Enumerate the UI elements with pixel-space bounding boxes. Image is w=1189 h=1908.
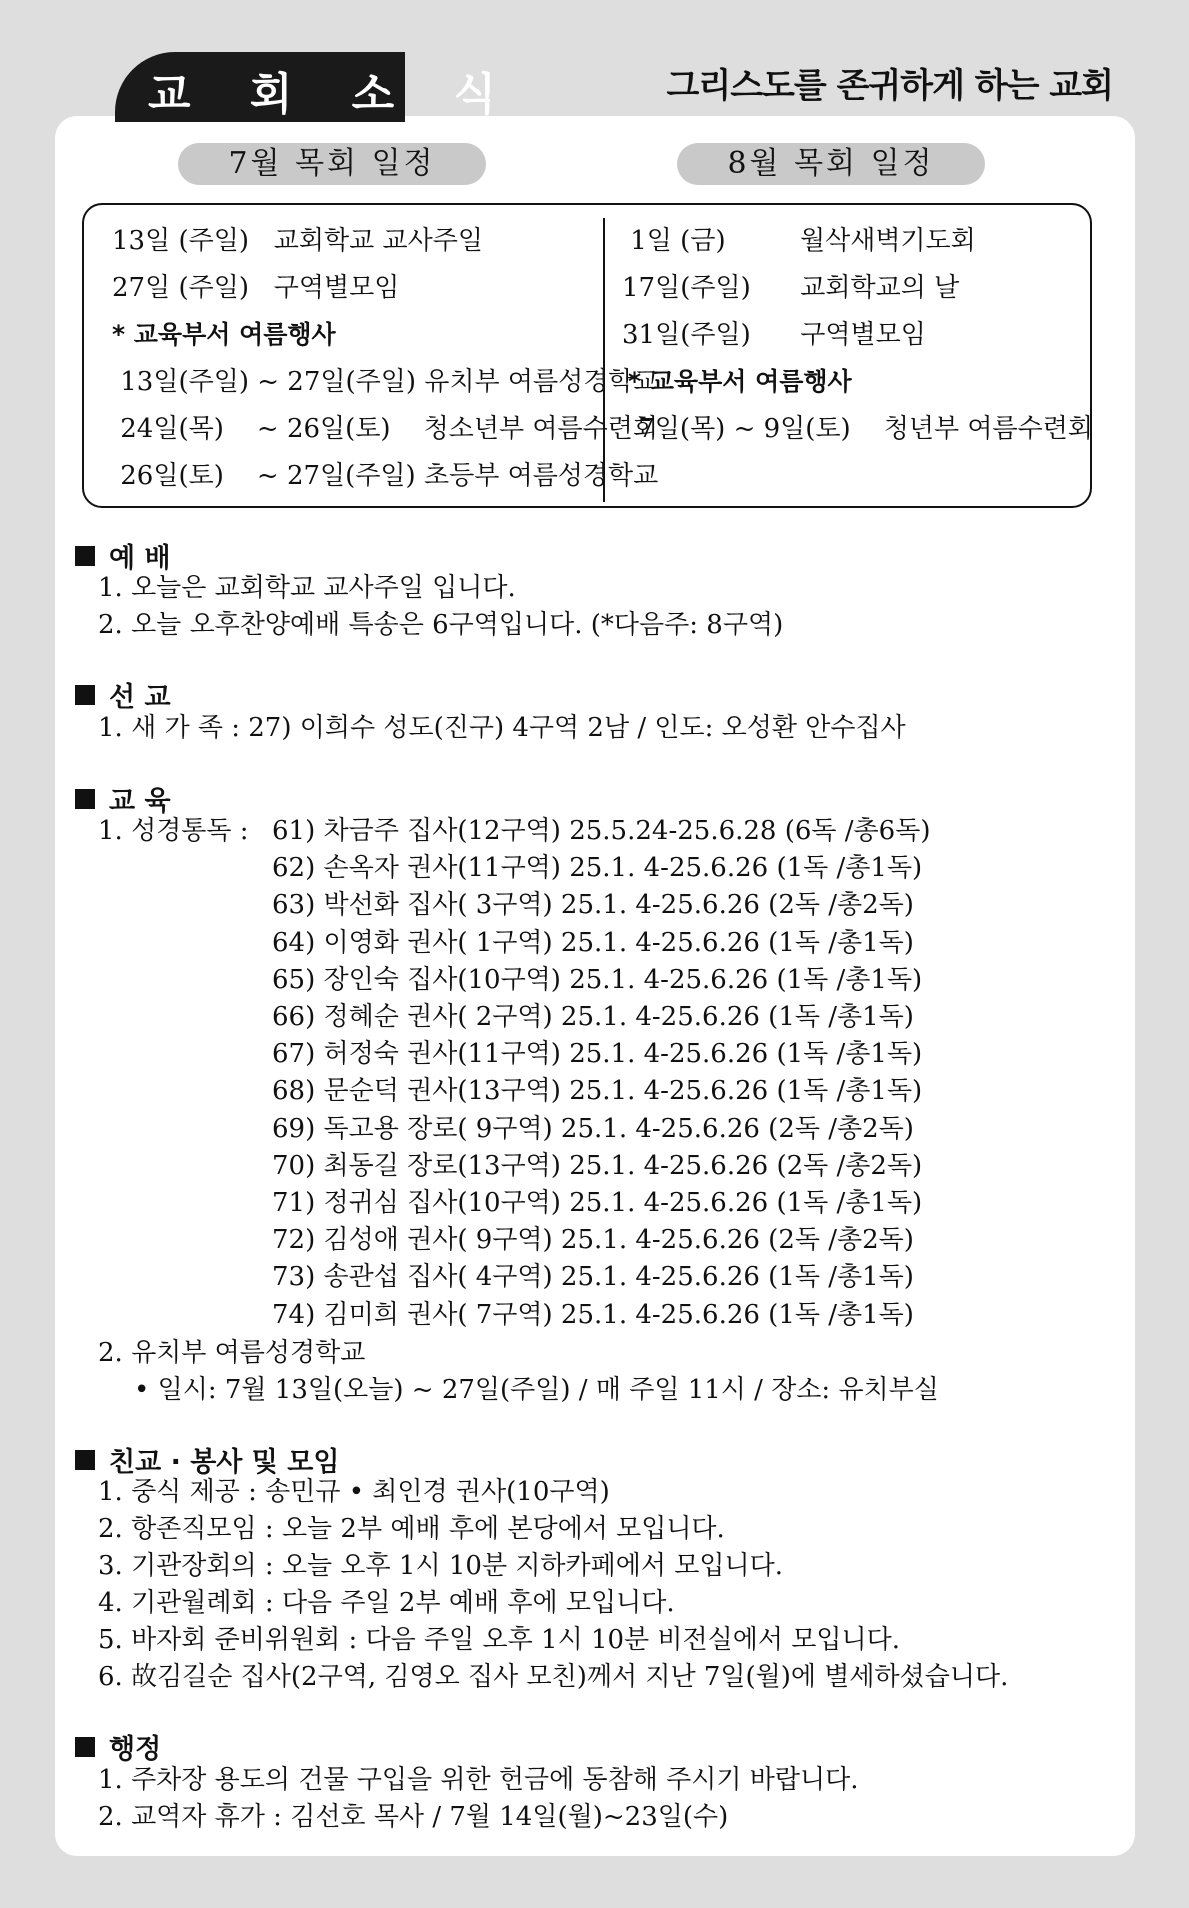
august-row: 17일(주일) 교회학교의 날	[622, 273, 960, 303]
bible-reading-row: 69) 독고용 장로( 9구역) 25.1. 4-25.6.26 (2독 /총2독)	[272, 1113, 914, 1144]
july-row: * 교육부서 여름행사	[112, 320, 336, 349]
fellowship-item: 4. 기관월례회 : 다음 주일 2부 예배 후에 모입니다.	[98, 1588, 675, 1618]
bible-reading-label: 1. 성경통독 :	[98, 816, 257, 846]
education-item: 2. 유치부 여름성경학교	[98, 1338, 366, 1368]
bullet-square-icon	[75, 1737, 95, 1757]
bullet-square-icon	[75, 685, 95, 705]
august-row: * 교육부서 여름행사	[628, 367, 852, 396]
admin-item: 1. 주차장 용도의 건물 구입을 위한 헌금에 동참해 주시기 바랍니다.	[98, 1765, 859, 1795]
july-schedule-label: 7월 목회 일정	[178, 143, 486, 185]
section-title: 선 교	[109, 682, 171, 713]
section-title: 친교 · 봉사 및 모임	[109, 1447, 340, 1478]
section-title: 행정	[109, 1734, 162, 1765]
bible-reading-row: 64) 이영화 권사( 1구역) 25.1. 4-25.6.26 (1독 /총1독)	[272, 927, 914, 958]
bullet-square-icon	[75, 1450, 95, 1470]
fellowship-item: 6. 故김길순 집사(2구역, 김영오 집사 모친)께서 지난 7일(월)에 별세하셨습니다.	[98, 1662, 1009, 1692]
bible-reading-row: 70) 최동길 장로(13구역) 25.1. 4-25.6.26 (2독 /총2독)	[272, 1150, 923, 1181]
worship-item: 2. 오늘 오후찬양예배 특송은 6구역입니다. (*다음주: 8구역)	[98, 610, 784, 640]
section-admin	[75, 1727, 161, 1766]
page-title: 교 회 소 식	[148, 69, 518, 120]
bullet-square-icon	[75, 546, 95, 566]
july-row: 24일(목) ~ 26일(토) 청소년부 여름수련회	[112, 414, 658, 444]
july-row: 13일 (주일) 교회학교 교사주일	[112, 226, 483, 256]
education-detail: • 일시: 7월 13일(오늘) ~ 27일(주일) / 매 주일 11시 / 장소: 유치부실	[134, 1375, 939, 1405]
admin-item: 2. 교역자 휴가 : 김선호 목사 / 7월 14일(월)~23일(수)	[98, 1802, 729, 1832]
fellowship-item: 2. 항존직모임 : 오늘 2부 예배 후에 본당에서 모입니다.	[98, 1514, 725, 1544]
bible-reading-row: 63) 박선화 집사( 3구역) 25.1. 4-25.6.26 (2독 /총2독)	[272, 890, 914, 921]
section-title: 교 육	[109, 786, 171, 817]
bible-reading-row: 65) 장인숙 집사(10구역) 25.1. 4-25.6.26 (1독 /총1독)	[272, 964, 923, 995]
july-row: 13일(주일) ~ 27일(주일) 유치부 여름성경학교	[112, 367, 659, 397]
section-education	[75, 779, 171, 818]
august-schedule-label: 8월 목회 일정	[677, 143, 985, 185]
section-fellowship	[75, 1440, 339, 1479]
august-row: 31일(주일) 구역별모임	[622, 320, 926, 350]
worship-item: 1. 오늘은 교회학교 교사주일 입니다.	[98, 573, 516, 603]
bible-reading-row: 61) 차금주 집사(12구역) 25.5.24-25.6.28 (6독 /총6독)	[272, 816, 931, 846]
fellowship-item: 5. 바자회 준비위원회 : 다음 주일 오후 1시 10분 비전실에서 모입니다.	[98, 1625, 901, 1655]
bible-reading-row: 67) 허정숙 권사(11구역) 25.1. 4-25.6.26 (1독 /총1독)	[272, 1039, 923, 1070]
august-row: 7일(목) ~ 9일(토) 청년부 여름수련회	[630, 414, 1093, 444]
fellowship-item: 3. 기관장회의 : 오늘 오후 1시 10분 지하카페에서 모입니다.	[98, 1551, 784, 1581]
section-title: 예 배	[109, 543, 171, 574]
section-worship	[75, 536, 171, 575]
bible-reading-row: 62) 손옥자 권사(11구역) 25.1. 4-25.6.26 (1독 /총1독)	[272, 853, 923, 884]
bible-reading-row: 74) 김미희 권사( 7구역) 25.1. 4-25.6.26 (1독 /총1독)	[272, 1299, 914, 1330]
bible-reading-row: 73) 송관섭 집사( 4구역) 25.1. 4-25.6.26 (1독 /총1독)	[272, 1262, 914, 1293]
bullet-square-icon	[75, 789, 95, 809]
bible-reading-row: 71) 정귀심 집사(10구역) 25.1. 4-25.6.26 (1독 /총1독)	[272, 1188, 923, 1218]
section-mission	[75, 675, 171, 714]
bible-reading-row: 66) 정혜순 권사( 2구역) 25.1. 4-25.6.26 (1독 /총1독)	[272, 1002, 914, 1032]
july-row: 26일(토) ~ 27일(주일) 초등부 여름성경학교	[112, 461, 659, 491]
mission-item: 1. 새 가 족 : 27) 이희수 성도(진구) 4구역 2남 / 인도: 오성환 안수집사	[98, 713, 906, 743]
august-row: 1일 (금) 월삭새벽기도회	[622, 226, 976, 256]
july-row: 27일 (주일) 구역별모임	[112, 273, 400, 303]
bible-reading-row: 72) 김성애 권사( 9구역) 25.1. 4-25.6.26 (2독 /총2독)	[272, 1225, 914, 1256]
church-slogan: 그리스도를 존귀하게 하는 교회	[666, 66, 1113, 106]
bible-reading-row: 68) 문순덕 권사(13구역) 25.1. 4-25.6.26 (1독 /총1독)	[272, 1076, 923, 1107]
fellowship-item: 1. 중식 제공 : 송민규 • 최인경 권사(10구역)	[98, 1477, 610, 1507]
